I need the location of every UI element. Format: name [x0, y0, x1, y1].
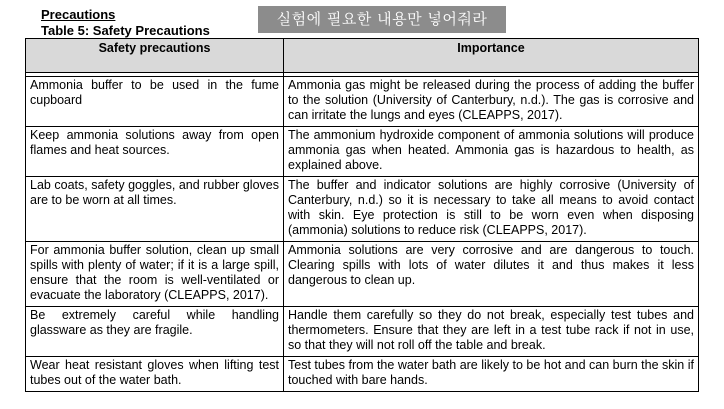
table-row: [26, 307, 699, 357]
table-header-row: [26, 39, 699, 73]
precaution-cell: Keep ammonia solutions away from open flames and heat sources.: [26, 127, 284, 177]
table-row: [26, 77, 699, 127]
importance-cell: Test tubes from the water bath are likely to be hot and can burn the skin if touched with bare hands.: [284, 357, 699, 392]
precaution-cell: Ammonia buffer to be used in the fume cupboard: [26, 77, 284, 127]
overlay-banner: 실험에 필요한 내용만 넣어줘라: [258, 6, 506, 33]
table-row: [26, 127, 699, 177]
precaution-cell: Be extremely careful while handling glassware as they are fragile.: [26, 307, 284, 357]
importance-cell: Handle them carefully so they do not break, especially test tubes and thermometers. Ensure that they are left in a test tube rack if not in use, so that they will not roll off the table and break.: [284, 307, 699, 357]
importance-cell: Ammonia gas might be released during the process of adding the buffer to the solution (University of Canterbury, n.d.). The gas is corrosive and can irritate the lungs and eyes (CLEAPPS, 2017).: [284, 77, 699, 127]
importance-cell: The buffer and indicator solutions are highly corrosive (University of Canterbury, n.d.) so it is necessary to take all means to avoid contact with skin. Eye protection is still to be worn even when disposing (ammonia) solutions to reduce risk (CLEAPPS, 2017).: [284, 177, 699, 242]
header-safety-precautions: Safety precautions: [26, 39, 284, 73]
table-row: [26, 357, 699, 392]
importance-cell: The ammonium hydroxide component of ammonia solutions will produce ammonia gas when heated. Ammonia gas is hazardous to health, as explained above.: [284, 127, 699, 177]
precaution-cell: For ammonia buffer solution, clean up small spills with plenty of water; if it is a large spill, ensure that the room is well-ventilated or evacuate the laboratory (CLEAPPS, 2017).: [26, 242, 284, 307]
header-importance: Importance: [284, 39, 699, 73]
section-title: Precautions: [41, 7, 116, 22]
importance-cell: Ammonia solutions are very corrosive and are dangerous to touch. Clearing spills with lots of water dilutes it and thus makes it less dangerous to clean up.: [284, 242, 699, 307]
table-caption: Table 5: Safety Precautions: [41, 23, 210, 38]
precaution-cell: Wear heat resistant gloves when lifting test tubes out of the water bath.: [26, 357, 284, 392]
table-row: [26, 242, 699, 307]
table-row: [26, 177, 699, 242]
safety-precautions-table: [25, 38, 699, 392]
precaution-cell: Lab coats, safety goggles, and rubber gloves are to be worn at all times.: [26, 177, 284, 242]
